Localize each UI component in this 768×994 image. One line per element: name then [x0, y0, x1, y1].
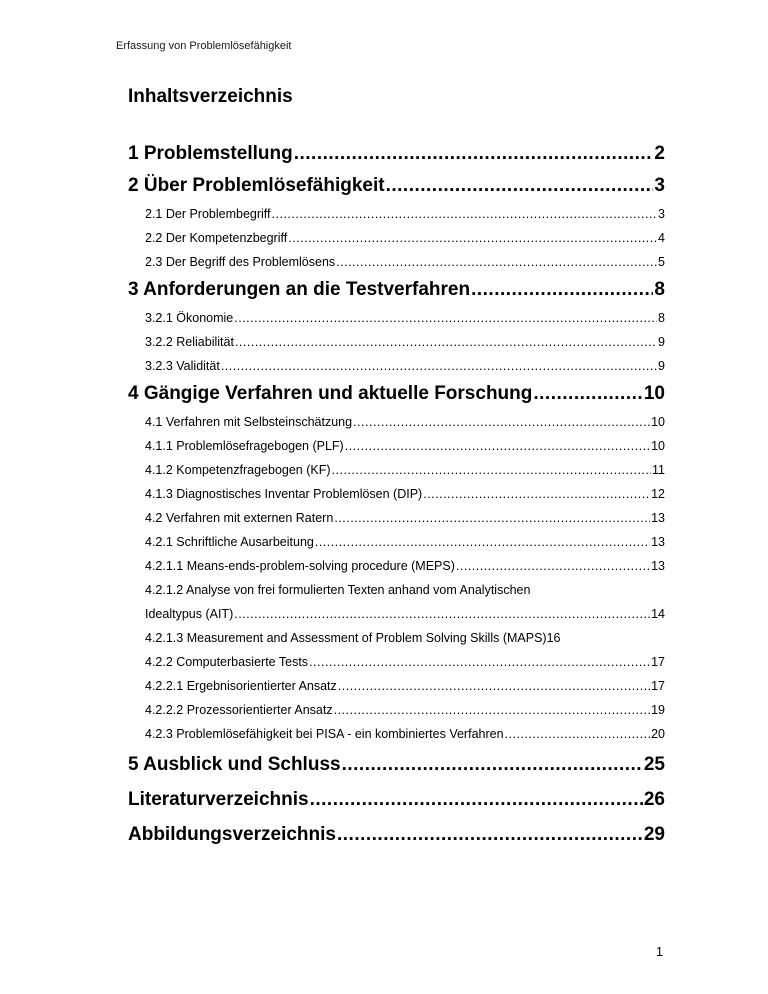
- toc-entry-page: 26: [643, 789, 665, 810]
- toc-entry-meps[interactable]: [128, 554, 665, 578]
- toc-entry-page: 3: [654, 175, 665, 196]
- toc-entry-title: 4.2.2.1 Ergebnisorientierter Ansatz: [145, 679, 337, 693]
- toc-entry-ait[interactable]: [128, 578, 665, 602]
- toc-entry-maps[interactable]: [128, 626, 665, 650]
- dot-leader: [272, 202, 658, 226]
- toc-entry-title: 4.2.1.1 Means-ends-problem-solving procedure (MEPS): [145, 559, 455, 573]
- toc-entry-page: 13: [651, 559, 665, 573]
- dot-leader: [456, 554, 650, 578]
- toc-entry-page: 4: [658, 231, 665, 245]
- toc-entry-title-continued: Idealtypus (AIT): [145, 607, 234, 621]
- dot-leader: [315, 530, 650, 554]
- dot-leader: [288, 226, 657, 250]
- toc-entry-page: 14: [651, 607, 665, 621]
- toc-entry-title: 2.3 Der Begriff des Problemlösens: [145, 255, 336, 269]
- toc-entry-page: 17: [651, 679, 665, 693]
- dot-leader: [471, 274, 653, 306]
- dot-leader: [337, 819, 643, 851]
- toc-entry-page: 9: [658, 359, 665, 373]
- toc-entry-ausblick[interactable]: [128, 749, 665, 781]
- toc-entry-page: 13: [651, 535, 665, 549]
- toc-entry-page: 19: [651, 703, 665, 717]
- toc-entry-selbsteinschaetzung[interactable]: [128, 410, 665, 434]
- toc-entry-literaturverzeichnis[interactable]: [128, 784, 665, 816]
- toc-entry-page: 2: [654, 143, 665, 164]
- toc-entry-computerbasierte-tests[interactable]: [128, 650, 665, 674]
- dot-leader: [336, 250, 657, 274]
- toc-entry-kf[interactable]: [128, 458, 665, 482]
- toc-entry-page: 17: [651, 655, 665, 669]
- dot-leader: [310, 784, 643, 816]
- dot-leader: [234, 602, 650, 626]
- toc-entry-title: 4.1.1 Problemlösefragebogen (PLF): [145, 439, 344, 453]
- toc-entry-title: 1 Problemstellung: [128, 143, 293, 164]
- toc-entry-title: 4.1.3 Diagnostisches Inventar Problemlösen (DIP): [145, 487, 423, 501]
- toc-entry-title: 4.1 Verfahren mit Selbsteinschätzung: [145, 415, 353, 429]
- dot-leader: [338, 674, 650, 698]
- toc-entry-title: 3.2.2 Reliabilität: [145, 335, 234, 349]
- toc-entry-page: 8: [658, 311, 665, 325]
- toc-entry-abbildungsverzeichnis[interactable]: [128, 819, 665, 851]
- toc-entry-page: 10: [643, 383, 665, 404]
- toc-entry-title: 4.2.2 Computerbasierte Tests: [145, 655, 309, 669]
- toc-entry-title: 4.2 Verfahren mit externen Ratern: [145, 511, 334, 525]
- toc-entry-anforderungen[interactable]: [128, 274, 665, 306]
- toc-entry-kompetenzbegriff[interactable]: [128, 226, 665, 250]
- toc-entry-page: 20: [651, 727, 665, 741]
- toc-entry-title: 2.1 Der Problembegriff: [145, 207, 271, 221]
- toc-entry-validitaet[interactable]: [128, 354, 665, 378]
- page-number: 1: [656, 945, 663, 959]
- dot-leader: [235, 330, 657, 354]
- toc-entry-begriff-problemloesen[interactable]: [128, 250, 665, 274]
- dot-leader: [533, 378, 642, 410]
- toc-entry-title: Abbildungsverzeichnis: [128, 824, 336, 845]
- toc-entry-title: 4.2.1.2 Analyse von frei formulierten Texten anhand vom Analytischen: [145, 583, 531, 597]
- toc-entry-page: 11: [652, 463, 665, 477]
- toc-entry-prozessorientiert[interactable]: [128, 698, 665, 722]
- toc-entry-problembegriff[interactable]: [128, 202, 665, 226]
- toc-entry-page: 9: [658, 335, 665, 349]
- toc-entry-page: 12: [651, 487, 665, 501]
- toc-entry-problemstellung[interactable]: [128, 138, 665, 170]
- toc-entry-ait-continued[interactable]: [128, 602, 665, 626]
- dot-leader: [309, 650, 650, 674]
- toc-entry-title: 4.2.3 Problemlösefähigkeit bei PISA - ein kombiniertes Verfahren: [145, 727, 504, 741]
- dot-leader: [386, 170, 654, 202]
- dot-leader: [334, 698, 650, 722]
- toc-entry-page: 29: [643, 824, 665, 845]
- toc-entry-page: 10: [651, 439, 665, 453]
- dot-leader: [345, 434, 650, 458]
- toc-entry-title: 3.2.1 Ökonomie: [145, 311, 234, 325]
- toc-entry-ergebnisorientiert[interactable]: [128, 674, 665, 698]
- dot-leader: [234, 306, 657, 330]
- toc-entry-title: 4.2.1.3 Measurement and Assessment of Problem Solving Skills (MAPS): [145, 631, 547, 645]
- toc-entry-title: 3 Anforderungen an die Testverfahren: [128, 279, 471, 300]
- running-header: Erfassung von Problemlösefähigkeit: [116, 40, 292, 52]
- dot-leader: [423, 482, 650, 506]
- toc-entry-title: 2 Über Problemlösefähigkeit: [128, 175, 385, 196]
- toc-entry-page: 3: [658, 207, 665, 221]
- toc-entry-page: 5: [658, 255, 665, 269]
- toc-entry-title: Literaturverzeichnis: [128, 789, 309, 810]
- toc-entry-title: 3.2.3 Validität: [145, 359, 220, 373]
- dot-leader: [332, 458, 651, 482]
- toc-entry-title: 4.2.1 Schriftliche Ausarbeitung: [145, 535, 314, 549]
- toc-entry-dip[interactable]: [128, 482, 665, 506]
- toc-entry-page: 25: [643, 754, 665, 775]
- toc-entry-pisa[interactable]: [128, 722, 665, 746]
- toc-entry-page: 8: [654, 279, 665, 300]
- dot-leader: [221, 354, 657, 378]
- toc-entry-reliabilitaet[interactable]: [128, 330, 665, 354]
- dot-leader: [294, 138, 654, 170]
- toc-entry-plf[interactable]: [128, 434, 665, 458]
- dot-leader: [334, 506, 650, 530]
- toc-entry-page: 13: [651, 511, 665, 525]
- toc-entry-schriftliche-ausarbeitung[interactable]: [128, 530, 665, 554]
- dot-leader: [342, 749, 643, 781]
- toc-entry-page: 10: [651, 415, 665, 429]
- toc-entry-title: 4 Gängige Verfahren und aktuelle Forschung: [128, 383, 533, 404]
- toc-entry-page: 16: [546, 631, 561, 645]
- toc-entry-ueber-problemloesefaehigkeit[interactable]: [128, 170, 665, 202]
- toc-entry-title: 2.2 Der Kompetenzbegriff: [145, 231, 288, 245]
- toc-entry-externe-rater[interactable]: [128, 506, 665, 530]
- toc-heading: Inhaltsverzeichnis: [128, 86, 293, 107]
- toc-entry-oekonomie[interactable]: [128, 306, 665, 330]
- dot-leader: [353, 410, 650, 434]
- toc-entry-gaengige-verfahren[interactable]: [128, 378, 665, 410]
- toc-entry-title: 4.2.2.2 Prozessorientierter Ansatz: [145, 703, 333, 717]
- dot-leader: [505, 722, 651, 746]
- toc-entry-title: 5 Ausblick und Schluss: [128, 754, 341, 775]
- table-of-contents: [128, 138, 665, 851]
- toc-entry-title: 4.1.2 Kompetenzfragebogen (KF): [145, 463, 331, 477]
